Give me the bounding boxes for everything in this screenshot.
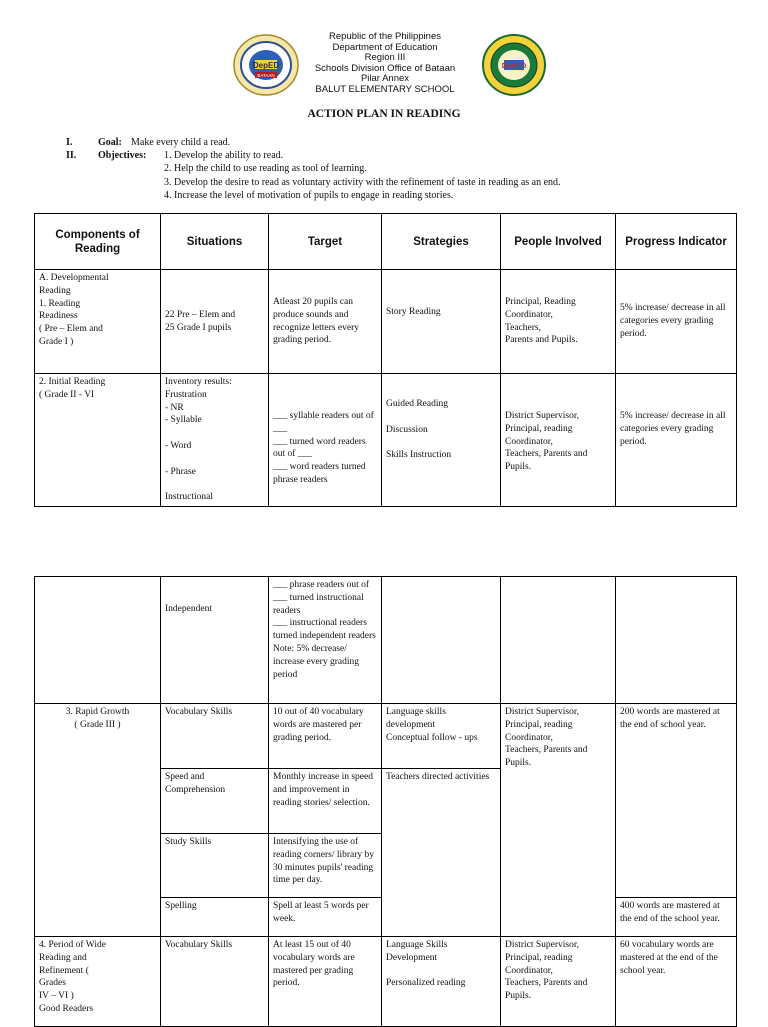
seal-deped-text: DepED (252, 61, 280, 70)
strategies-cell: Language Skills Development Personalized reading (382, 937, 501, 1027)
table-row (35, 577, 737, 704)
strategies-cell: Teachers directed activities (382, 769, 501, 937)
situation-cell: Spelling (161, 898, 269, 937)
situation-cell: Independent (161, 577, 269, 704)
table-header-row (35, 214, 737, 270)
situation-cell: Speed and Comprehension (161, 769, 269, 834)
letterhead-line: Region III (364, 52, 406, 64)
table-row (35, 270, 737, 374)
progress-cell: 200 words are mastered at the end of school year. (616, 704, 737, 898)
objectives-number: II. (66, 150, 77, 162)
target-cell: At least 15 out of 40 vocabulary words are mastered per grading period. (269, 937, 382, 1027)
component-cell: 2. Initial Reading ( Grade II - VI (35, 374, 161, 507)
goal-number: I. (66, 137, 73, 148)
school-name: BALUT ELEMENTARY SCHOOL (315, 83, 455, 95)
progress-cell: 400 words are mastered at the end of the school year. (616, 898, 737, 937)
target-cell: 10 out of 40 vocabulary words are mastered per grading period. (269, 704, 382, 769)
progress-cell: 5% increase/ decrease in all categories every grading period. (616, 270, 737, 374)
situation-cell: Study Skills (161, 834, 269, 898)
component-cell: A. Developmental Reading 1. Reading Readiness ( Pre – Elem and Grade I ) (35, 270, 161, 374)
column-header: Target (269, 214, 382, 270)
goal-label: Goal: (98, 137, 122, 148)
strategies-cell: Language skills development Conceptual follow - ups (382, 704, 501, 769)
column-header: People Involved (501, 214, 616, 270)
situation-cell: Vocabulary Skills (161, 704, 269, 769)
column-header: Strategies (382, 214, 501, 270)
letterhead-line: Pilar Annex (360, 73, 410, 85)
strategies-cell: Guided Reading Discussion Skills Instruction (382, 374, 501, 507)
component-cell: 3. Rapid Growth ( Grade III ) (35, 704, 161, 937)
strategies-cell: Story Reading (382, 270, 501, 374)
column-header: Situations (161, 214, 269, 270)
school-seal-logo (482, 34, 546, 96)
situation-cell: 22 Pre – Elem and 25 Grade I pupils (161, 270, 269, 374)
progress-cell: 60 vocabulary words are mastered at the end of the school year. (616, 937, 737, 1027)
objective-item: 3. Develop the desire to read as voluntary activity with the refinement of taste in reading as an end. (164, 176, 561, 188)
action-plan-table-continued (34, 576, 737, 1027)
table-row (35, 937, 737, 1027)
goal-text: Make every child a read. (131, 137, 231, 148)
component-cell: 4. Period of Wide Reading and Refinement ( Grades IV – VI ) Good Readers (35, 937, 161, 1027)
school-seal-deped-text: DepED (501, 61, 527, 70)
people-cell: District Supervisor, Principal, reading Coordinator, Teachers, Parents and Pupils. (501, 374, 616, 507)
column-header: Components of Reading (35, 214, 161, 270)
letterhead-line: Republic of the Philippines (329, 31, 441, 42)
target-cell: ___ syllable readers out of ___ ___ turned word readers out of ___ ___ word readers turned phrase readers (269, 374, 382, 507)
progress-cell: 5% increase/ decrease in all categories every grading period. (616, 374, 737, 507)
column-header: Progress Indicator (616, 214, 737, 270)
target-cell: Spell at least 5 words per week. (269, 898, 382, 937)
target-cell: Intensifying the use of reading corners/ library by 30 minutes pupils' reading time per day. (269, 834, 382, 898)
table-row (35, 704, 737, 769)
objectives-label: Objectives: (98, 150, 147, 162)
situation-cell: Inventory results: Frustration - NR - Syllable - Word - Phrase Instructional (161, 374, 269, 507)
target-cell: Monthly increase in speed and improvement in reading stories/ selection. (269, 769, 382, 834)
action-plan-table (34, 213, 737, 507)
situation-cell: Vocabulary Skills (161, 937, 269, 1027)
target-cell: Atleast 20 pupils can produce sounds and recognize letters every grading period. (269, 270, 382, 374)
letterhead-line: Schools Division Office of Bataan (314, 62, 456, 74)
letterhead-line: Department of Education (332, 41, 438, 53)
target-cell: ___ phrase readers out of ___ turned instructional readers ___ instructional readers turned independent readers Note: 5% decrease/ increase every grading period (269, 577, 382, 704)
seal-bataan-text: BATAAN (257, 73, 275, 78)
people-cell: Principal, Reading Coordinator, Teachers, Parents and Pupils. (501, 270, 616, 374)
deped-bataan-seal-logo (233, 34, 299, 96)
objective-item: 4. Increase the level of motivation of pupils to engage in reading stories. (164, 189, 454, 201)
people-cell: District Supervisor, Principal, reading Coordinator, Teachers, Parents and Pupils. (501, 937, 616, 1027)
people-cell: District Supervisor, Principal, reading Coordinator, Teachers, Parents and Pupils. (501, 704, 616, 937)
table-row (35, 374, 737, 507)
letterhead (300, 32, 470, 96)
objective-item: 1. Develop the ability to read. (164, 150, 284, 162)
objective-item: 2. Help the child to use reading as tool of learning. (164, 163, 367, 175)
document-title: ACTION PLAN IN READING (307, 108, 461, 120)
